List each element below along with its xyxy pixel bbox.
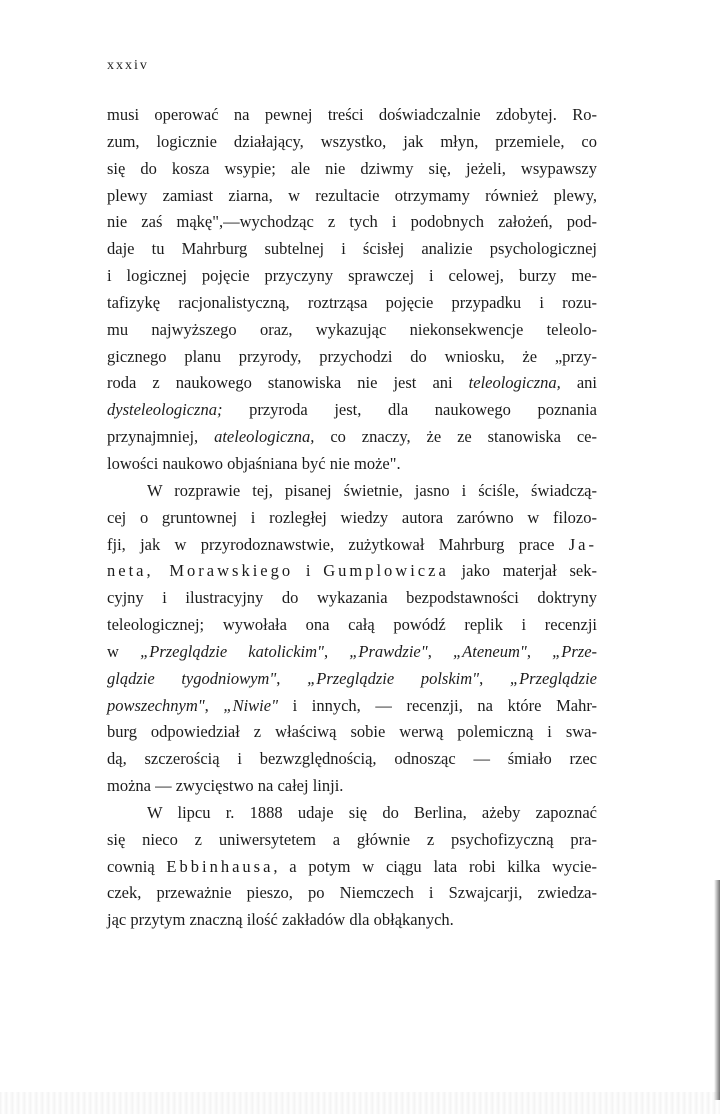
text-line: się nieco z uniwersytetem a głównie z psychofizyczną pra- [107, 829, 597, 849]
page-edge-shadow [714, 880, 720, 1100]
text-line: W rozprawie tej, pisanej świetnie, jasno i ściśle, świadczą- [147, 480, 597, 500]
text-line [107, 693, 597, 720]
text-line [107, 397, 597, 424]
journal-title: „Przeglądzie [509, 668, 598, 688]
text-line: lowości naukowo objaśniana być nie może". [107, 453, 401, 473]
text-line [107, 666, 597, 693]
text-segment: cownią [107, 856, 167, 876]
text-line: tafizykę racjonalistyczną, roztrząsa pojęcie przypadku i rozu- [107, 292, 597, 312]
text-line [107, 370, 597, 397]
text-segment: jako materjał sek- [448, 561, 598, 581]
text-line [107, 854, 597, 881]
spaced-name: Ebbinhausa [166, 856, 274, 876]
text-segment: , [323, 641, 350, 661]
text-line [107, 558, 597, 585]
text-line: dą, szczerością i bezwzględnością, odnosząc — śmiało rzec [107, 749, 597, 769]
text-segment: przyroda jest, dla naukowego poznania [222, 400, 597, 420]
text-segment: , [427, 641, 453, 661]
journal-title: „Prze- [552, 641, 598, 661]
text-segment: roda z naukowego stanowiska nie jest ani [107, 373, 469, 393]
text-segment: , [479, 668, 510, 688]
text-line: mu najwyższego oraz, wykazując niekonsekwencje teleolo- [107, 319, 597, 339]
text-segment: i innych, — recenzji, na które Mahr- [278, 695, 597, 715]
text-line [107, 532, 597, 559]
page-number: xxxiv [107, 58, 149, 73]
text-line: teleologicznej; wywołała ona całą powódź replik i recenzji [107, 615, 597, 635]
text-line: cej o gruntownej i rozległej wiedzy autora zarówno w filozo- [107, 507, 597, 527]
text-line [107, 639, 597, 666]
text-line: i logicznej pojęcie przyczyny sprawczej i celowej, burzy me- [107, 266, 597, 286]
journal-title: „Przeglądzie polskim" [307, 668, 480, 688]
text-line: W lipcu r. 1888 udaje się do Berlina, ażeby zapoznać [147, 802, 597, 822]
body-text [107, 102, 597, 934]
italic-term: dysteleologiczna; [107, 400, 223, 420]
scan-noise [0, 1092, 720, 1114]
text-segment: , [204, 695, 224, 715]
text-line: cyjny i ilustracyjny do wykazania bezpodstawności doktryny [107, 588, 597, 608]
italic-term: ateleologiczna, [214, 427, 315, 447]
journal-title: „Przeglądzie katolickim" [140, 641, 324, 661]
text-segment: i [293, 561, 324, 581]
text-line: czek, przeważnie pieszo, po Niemczech i Szwajcarji, zwiedza- [107, 883, 597, 903]
text-segment: co znaczy, że ze stanowiska ce- [314, 427, 597, 447]
text-line: burg odpowiedział z właściwą sobie werwą polemiczną i swa- [107, 722, 597, 742]
text-segment: ani [560, 373, 597, 393]
text-segment: , a potym w ciągu lata robi kilka wycie- [273, 856, 597, 876]
text-segment: fji, jak w przyrodoznawstwie, zużytkował Mahrburg prace [107, 534, 569, 554]
journal-title: „Prawdzie" [349, 641, 428, 661]
spaced-name: neta, Morawskiego [107, 561, 294, 581]
text-line: się do kosza wsypie; ale nie dziwmy się, jeżeli, wsypawszy [107, 158, 597, 178]
text-line: jąc przytym znaczną ilość zakładów dla obłąkanych. [107, 910, 454, 930]
journal-title: glądzie tygodniowym" [107, 668, 277, 688]
journal-title: „Niwie" [223, 695, 278, 715]
spaced-name: Gumplowicza [323, 561, 449, 581]
text-line [107, 424, 597, 451]
italic-term: teleologiczna, [468, 373, 561, 393]
text-line: plewy zamiast ziarna, w rezultacie otrzymamy również plewy, [107, 185, 597, 205]
text-line: zum, logicznie działający, wszystko, jak młyn, przemiele, co [107, 131, 597, 151]
journal-title: powszechnym" [107, 695, 205, 715]
text-segment: , [276, 668, 308, 688]
journal-title: „Ateneum" [452, 641, 527, 661]
text-line: daje tu Mahrburg subtelnej i ścisłej analizie psychologicznej [107, 239, 597, 259]
spaced-name: Ja- [568, 534, 597, 554]
text-segment: w [107, 641, 141, 661]
text-line: nie zaś mąkę",—wychodząc z tych i podobnych założeń, pod- [107, 212, 597, 232]
text-line: gicznego planu przyrody, przychodzi do wniosku, że „przy- [107, 346, 597, 366]
text-line: można — zwycięstwo na całej linji. [107, 776, 344, 796]
text-segment: przynajmniej, [107, 427, 215, 447]
text-line: musi operować na pewnej treści doświadczalnie zdobytej. Ro- [107, 105, 597, 124]
text-segment: , [526, 641, 553, 661]
